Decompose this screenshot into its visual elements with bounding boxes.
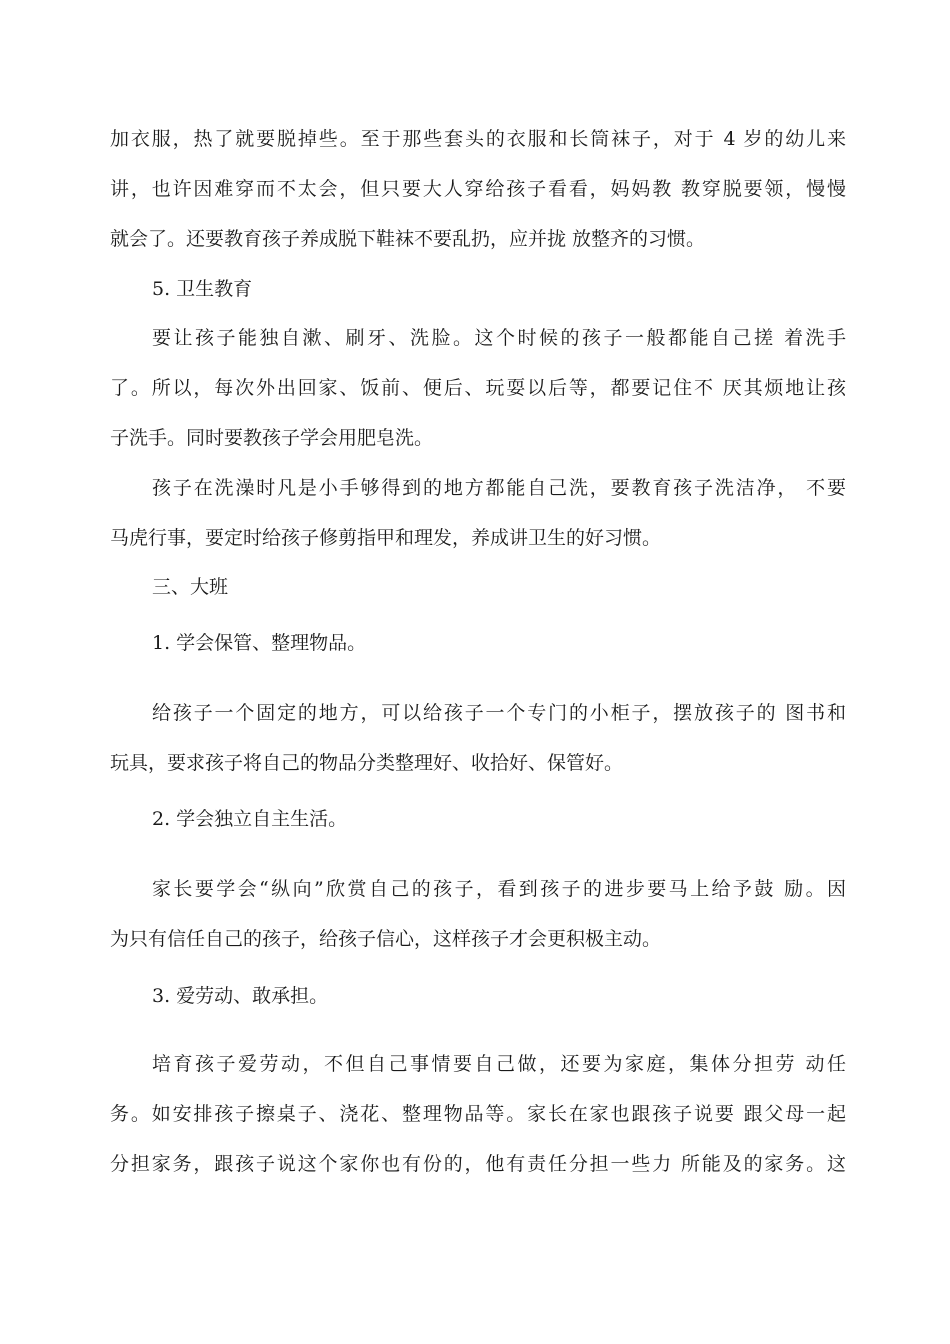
paragraph-line: 马虎行事，要定时给孩子修剪指甲和理发，养成讲卫生的好习惯。 <box>110 527 662 549</box>
paragraph-line: 子洗手。同时要教孩子学会用肥皂洗。 <box>110 427 434 449</box>
paragraph-line: 分担家务，跟孩子说这个家你也有份的，他有责任分担一些力 所能及的家务。这 <box>110 1153 846 1175</box>
subsection-heading: 2. 学会独立自主生活。 <box>152 808 348 830</box>
paragraph-line: 孩子在洗澡时凡是小手够得到的地方都能自己洗，要教育孩子洗洁净， 不要 <box>152 477 846 499</box>
subsection-heading: 3. 爱劳动、敢承担。 <box>152 985 329 1007</box>
paragraph-line: 培育孩子爱劳动，不但自己事情要自己做，还要为家庭，集体分担劳 动任 <box>152 1053 846 1075</box>
paragraph-line: 要让孩子能独自漱、刷牙、洗脸。这个时候的孩子一般都能自己搓 着洗手 <box>152 327 846 349</box>
section-heading: 5. 卫生教育 <box>152 278 253 300</box>
paragraph-line: 加衣服，热了就要脱掉些。至于那些套头的衣服和长筒袜子，对于 4 岁的幼儿来 <box>110 128 846 150</box>
paragraph-line: 为只有信任自己的孩子，给孩子信心，这样孩子才会更积极主动。 <box>110 928 662 950</box>
paragraph-line: 务。如安排孩子擦桌子、浇花、整理物品等。家长在家也跟孩子说要 跟父母一起 <box>110 1103 846 1125</box>
section-heading: 三、大班 <box>152 576 229 598</box>
paragraph-line: 玩具，要求孩子将自己的物品分类整理好、收拾好、保管好。 <box>110 752 624 774</box>
subsection-heading: 1. 学会保管、整理物品。 <box>152 632 367 654</box>
paragraph-line: 就会了。还要教育孩子养成脱下鞋袜不要乱扔，应并拢 放整齐的习惯。 <box>110 228 706 250</box>
paragraph-line: 给孩子一个固定的地方，可以给孩子一个专门的小柜子，摆放孩子的 图书和 <box>152 702 846 724</box>
paragraph-line: 家长要学会“纵向”欣赏自己的孩子，看到孩子的进步要马上给予鼓 励。因 <box>152 878 846 900</box>
paragraph-line: 讲，也许因难穿而不太会，但只要大人穿给孩子看看，妈妈教 教穿脱要领，慢慢 <box>110 178 846 200</box>
paragraph-line: 了。所以，每次外出回家、饭前、便后、玩耍以后等，都要记住不 厌其烦地让孩 <box>110 377 846 399</box>
